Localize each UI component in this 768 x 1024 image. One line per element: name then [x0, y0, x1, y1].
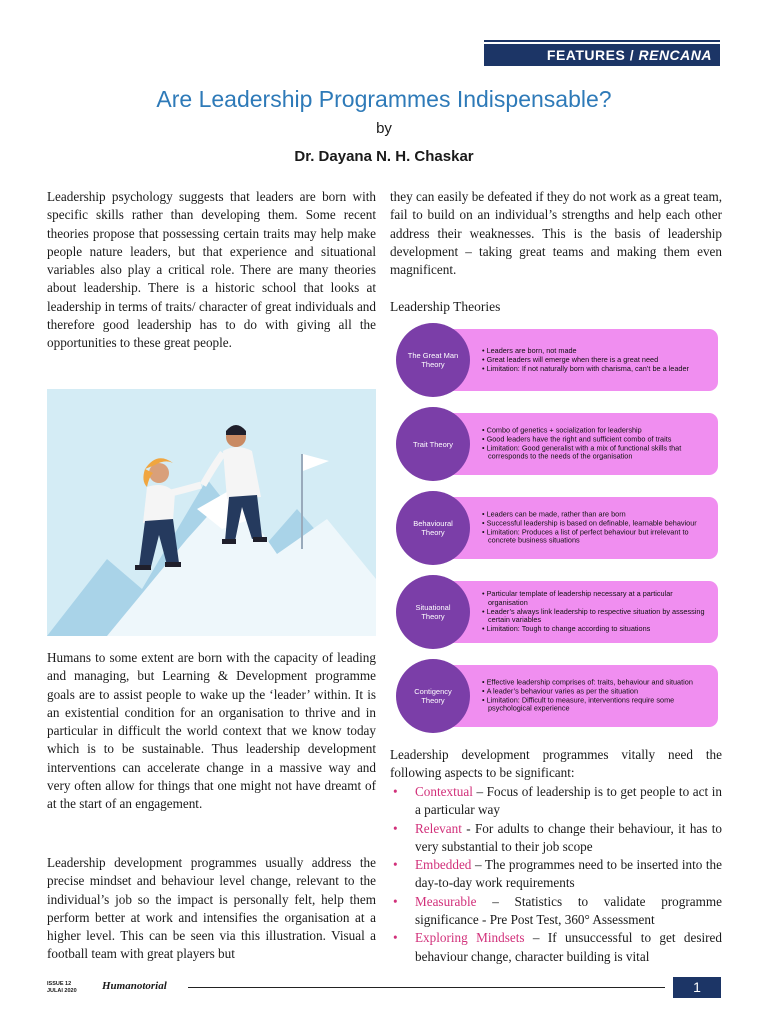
- theory-point: • Limitation: Difficult to measure, interventions require some psychological experience: [482, 696, 712, 714]
- section-banner: [484, 44, 720, 66]
- theory-row: [396, 575, 718, 649]
- theory-points: [482, 426, 712, 461]
- aspect-item: [390, 893, 722, 930]
- theory-point: • Particular template of leadership necessary at a particular organisation: [482, 590, 712, 608]
- aspect-text: – If unsuccessful to get desired behaviour change, character building is vital: [415, 930, 722, 964]
- aspect-term: Measurable: [415, 893, 477, 909]
- page-footer: [0, 976, 768, 1024]
- theory-point: • Limitation: If not naturally born with charisma, can’t be a leader: [482, 364, 712, 373]
- body-paragraph: Leadership development programmes vitally need the following aspects to be significant:: [390, 747, 722, 781]
- theory-point: • Leaders can be made, rather than are born: [482, 510, 712, 519]
- body-paragraph: Humans to some extent are born with the capacity of leading and managing, but Learning & Development programme goals are to assist people to wake up the ‘leader’ within. It is an existential condition for an organisation to thrive and in particular in difficult the world context that we know today which is to be sustainable. Thus leadership development interventions can accelerate change in a massive way and very often allow for things that one might not have dreamt of at the start of an engagement.: [47, 650, 376, 812]
- aspect-item: [390, 783, 722, 820]
- theory-point: • Limitation: Good generalist with a mix of functional skills that corresponds to the needs of the organisation: [482, 444, 712, 462]
- theory-points: [482, 678, 712, 713]
- theory-point: • A leader’s behaviour varies as per the situation: [482, 687, 712, 696]
- theory-row: [396, 323, 718, 397]
- page-number: 1: [673, 977, 721, 998]
- aspect-text: – Statistics to validate programme significance - Pre Post Test, 360° Assessment: [415, 893, 722, 928]
- theory-row: [396, 491, 718, 565]
- banner-rule: [484, 40, 720, 42]
- theory-point: • Leader’s always link leadership to respective situation by assessing certain variables: [482, 608, 712, 626]
- theories-label: Leadership Theories: [390, 299, 501, 314]
- aspect-term: Relevant: [415, 820, 462, 836]
- theory-point: • Great leaders will emerge when there is a great need: [482, 356, 712, 365]
- section-separator: /: [625, 47, 639, 63]
- theory-point: • Effective leadership comprises of: traits, behaviour and situation: [482, 678, 712, 687]
- theory-name: The Great Man Theory: [396, 323, 470, 397]
- theory-point: • Limitation: Produces a list of perfect behaviour but irrelevant to concrete business situations: [482, 528, 712, 546]
- footer-rule: [188, 987, 665, 988]
- aspect-text: – Focus of leadership is to get people to act in a particular way: [415, 784, 722, 818]
- aspect-item: [390, 929, 722, 966]
- theory-name: Trait Theory: [396, 407, 470, 481]
- body-paragraph: they can easily be defeated if they do not work as a great team, fail to build on an individual’s strengths and help each other address their weaknesses. This is the basis of leadership development – taking great teams and making them even magnificent.: [390, 189, 722, 278]
- section-label-alt: RENCANA: [638, 47, 712, 63]
- theory-point: • Good leaders have the right and sufficient combo of traits: [482, 435, 712, 444]
- illustration-climbers: [47, 389, 376, 636]
- aspect-text: - For adults to change their behaviour, it has to very substantial to their job scope: [415, 820, 722, 854]
- article-title: Are Leadership Programmes Indispensable?: [156, 86, 612, 112]
- section-label: FEATURES: [546, 47, 626, 63]
- author-name: Dr. Dayana N. H. Chaskar: [294, 148, 474, 165]
- issue-number: ISSUE 12: [47, 981, 72, 987]
- byline-by: by: [376, 120, 392, 137]
- body-paragraph: Leadership development programmes usually address the precise mindset and behaviour level change, relevant to the individual’s job so the impact is personally felt, help them perform better at work and intensifies the organisation at a higher level. This can be seen via this illustration. Visual a football team with great players but: [47, 855, 376, 962]
- aspects-list: [390, 783, 722, 966]
- theory-point: • Combo of genetics + socialization for leadership: [482, 426, 712, 435]
- theory-name: Contigency Theory: [396, 659, 470, 733]
- theory-row: [396, 407, 718, 481]
- theory-point: • Leaders are born, not made: [482, 347, 712, 356]
- theory-points: [482, 510, 712, 545]
- theory-name: Behavioural Theory: [396, 491, 470, 565]
- publication-name: Humanotorial: [102, 980, 167, 992]
- body-paragraph: Leadership psychology suggests that leaders are born with specific skills rather than developing them. Some recent theories propose that possessing certain traits may help make people nature leaders, but that experience and situational variables also play a critical role. There are many theories about leadership. There is a historic school that looks at leadership in terms of traits/ character of great individuals and therefore good leadership has to do with giving all the opportunities to these great people.: [47, 189, 376, 351]
- aspect-item: [390, 820, 722, 857]
- theory-row: [396, 659, 718, 733]
- aspect-item: [390, 856, 722, 893]
- issue-info: [47, 981, 77, 995]
- theory-points: [482, 347, 712, 373]
- aspect-text: – The programmes need to be inserted into the day-to-day work requirements: [415, 857, 722, 891]
- aspect-term: Contextual: [415, 784, 473, 799]
- theory-point: • Successful leadership is based on definable, learnable behaviour: [482, 519, 712, 528]
- theory-name: Situational Theory: [396, 575, 470, 649]
- theory-point: • Limitation: Tough to change according to situations: [482, 625, 712, 634]
- aspect-term: Exploring Mindsets: [415, 930, 525, 946]
- theory-points: [482, 590, 712, 634]
- issue-date: JULAI 2020: [47, 988, 77, 994]
- aspect-term: Embedded: [415, 857, 472, 873]
